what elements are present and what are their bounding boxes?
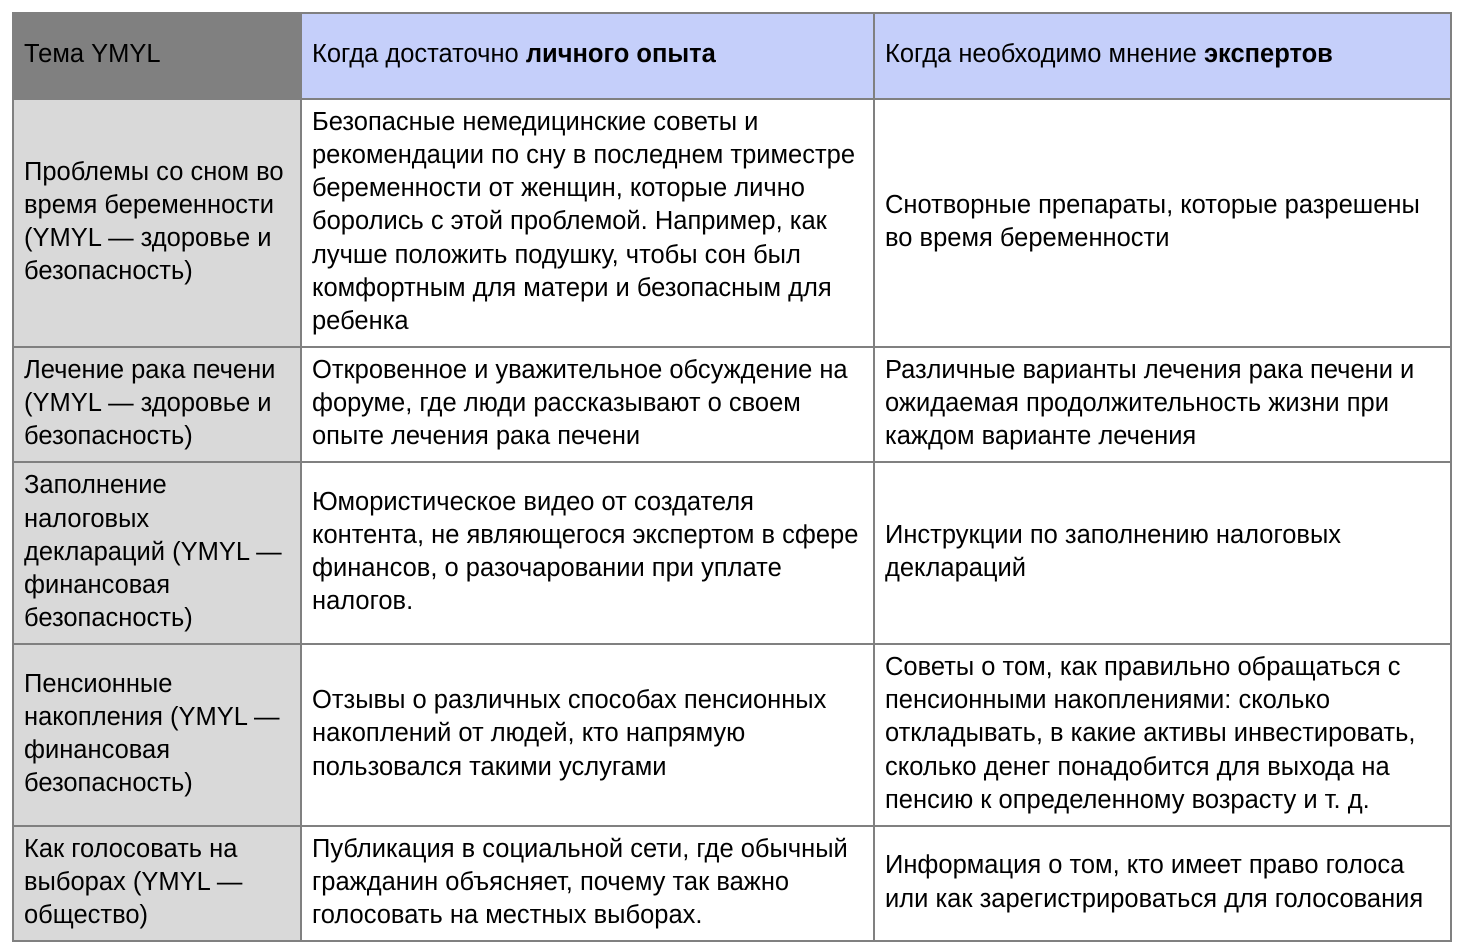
table-row xyxy=(13,826,1451,941)
table-row xyxy=(13,347,1451,462)
cell-personal-experience: Отзывы о различных способах пенсионных накоплений от людей, кто напрямую пользовался такими услугами xyxy=(301,644,874,826)
cell-personal-experience: Публикация в социальной сети, где обычный гражданин объясняет, почему так важно голосовать на местных выборах. xyxy=(301,826,874,941)
table-row xyxy=(13,644,1451,826)
column-header-personal-label xyxy=(312,40,716,68)
table-body xyxy=(13,99,1451,941)
column-header-personal-experience xyxy=(301,13,874,99)
table-header xyxy=(13,13,1451,99)
table-header-row xyxy=(13,13,1451,99)
ymyl-comparison-table xyxy=(12,12,1452,942)
column-header-personal-prefix: Когда достаточно xyxy=(312,40,526,69)
column-header-expert-label xyxy=(885,40,1333,68)
cell-expert-opinion: Информация о том, кто имеет право голоса или как зарегистрироваться для голосования xyxy=(874,826,1451,941)
column-header-topic-label: Тема YMYL xyxy=(24,40,161,69)
column-header-expert-emphasis: экспертов xyxy=(1203,40,1333,69)
cell-topic: Заполнение налоговых деклараций (YMYL — финансовая безопасность) xyxy=(13,462,301,644)
cell-topic: Пенсионные накопления (YMYL — финансовая безопасность) xyxy=(13,644,301,826)
cell-topic: Как голосовать на выборах (YMYL — общество) xyxy=(13,826,301,941)
cell-topic: Проблемы со сном во время беременности (YMYL — здоровье и безопасность) xyxy=(13,99,301,347)
column-header-topic xyxy=(13,13,301,99)
cell-expert-opinion: Инструкции по заполнению налоговых деклараций xyxy=(874,462,1451,644)
column-header-personal-emphasis: личного опыта xyxy=(525,40,716,69)
cell-expert-opinion: Снотворные препараты, которые разрешены во время беременности xyxy=(874,99,1451,347)
cell-personal-experience: Откровенное и уважительное обсуждение на форуме, где люди рассказывают о своем опыте лечения рака печени xyxy=(301,347,874,462)
column-header-expert-prefix: Когда необходимо мнение xyxy=(885,40,1204,69)
table-row xyxy=(13,462,1451,644)
cell-personal-experience: Безопасные немедицинские советы и рекомендации по сну в последнем триместре беременности от женщин, которые лично боролись с этой проблемой. Например, как лучше положить подушку, чтобы сон был комфортным для матери и безопасным для ребенка xyxy=(301,99,874,347)
cell-expert-opinion: Различные варианты лечения рака печени и ожидаемая продолжительность жизни при каждом варианте лечения xyxy=(874,347,1451,462)
cell-topic: Лечение рака печени (YMYL — здоровье и безопасность) xyxy=(13,347,301,462)
cell-personal-experience: Юмористическое видео от создателя контента, не являющегося экспертом в сфере финансов, о разочаровании при уплате налогов. xyxy=(301,462,874,644)
table-row xyxy=(13,99,1451,347)
cell-expert-opinion: Советы о том, как правильно обращаться с пенсионными накоплениями: сколько откладывать, в какие активы инвестировать, сколько денег понадобится для выхода на пенсию к определенному возрасту и т. д. xyxy=(874,644,1451,826)
column-header-expert-opinion xyxy=(874,13,1451,99)
